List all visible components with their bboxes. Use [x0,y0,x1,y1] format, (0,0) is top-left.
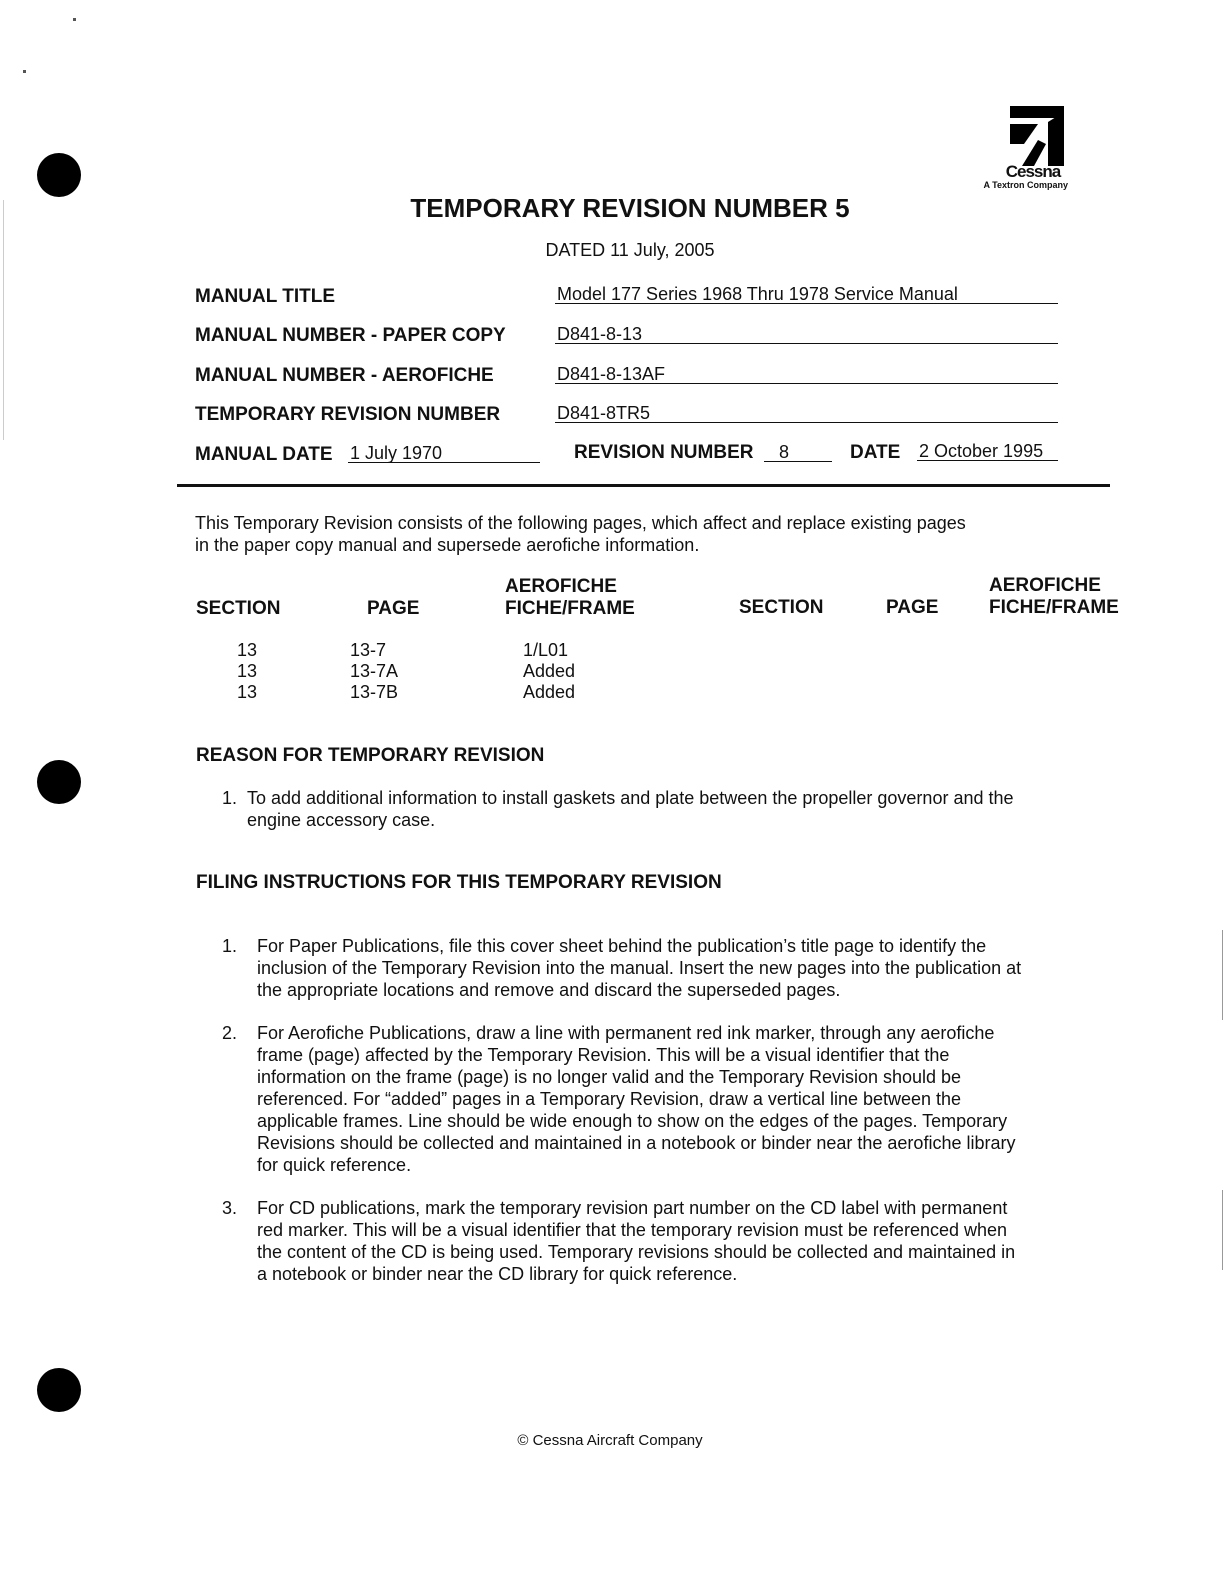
revision-number-label: REVISION NUMBER [574,442,754,463]
table-row [195,661,615,682]
cell-fiche: Added [523,682,576,702]
col-header-aerofiche [505,576,635,620]
filing-line: For Paper Publications, file this cover sheet behind the publication’s title page to identify the [257,936,987,956]
logo-tagline: A Textron Company [983,180,1068,190]
manual-title-underline [555,303,1058,304]
cell-page: 13-7 [350,640,387,660]
table-row [195,682,615,703]
paper-copy-underline [555,343,1058,344]
filing-line: For Aerofiche Publications, draw a line with permanent red ink marker, through any aerofiche [257,1023,995,1043]
filing-item-text [257,1022,1107,1176]
manual-title-value: Model 177 Series 1968 Thru 1978 Service Manual [557,284,958,304]
col-header-aerofiche-line: AEROFICHE [505,576,617,597]
filing-item-text [257,935,1107,1001]
filing-line: For CD publications, mark the temporary revision part number on the CD label with permanent [257,1198,1008,1218]
intro-line: This Temporary Revision consists of the following pages, which affect and replace existing pages [195,513,966,533]
scan-speck [73,18,76,21]
revision-number-value: 8 [779,442,790,462]
logo-brand: Cessna [1005,162,1061,181]
scan-speck [23,70,26,73]
col-header-section-right: SECTION [739,597,824,618]
cell-page: 13-7B [350,682,399,702]
aerofiche-label: MANUAL NUMBER - AEROFICHE [195,365,494,386]
manual-date-underline [348,462,540,463]
reason-item-text [247,787,1107,831]
cell-page: 13-7A [350,661,399,681]
intro-line: in the paper copy manual and supersede aerofiche information. [195,535,700,555]
reason-line: To add additional information to install gaskets and plate between the propeller governor and the [247,788,1014,808]
filing-line: red marker. This will be a visual identifier that the temporary revision must be referenced when [257,1220,1008,1240]
col-header-aerofiche-line: FICHE/FRAME [989,597,1119,618]
punch-hole-bottom [37,1368,81,1412]
header-rule [177,484,1110,487]
dated-line: DATED 11 July, 2005 [545,240,715,260]
intro-paragraph [195,512,1075,556]
revision-number-underline [764,461,832,462]
table-body [195,640,615,703]
cell-section: 13 [237,661,258,681]
cell-section: 13 [237,682,258,702]
punch-hole-middle [37,760,81,804]
punch-hole-top [37,153,81,197]
manual-date-label: MANUAL DATE [195,444,333,465]
paper-copy-value: D841-8-13 [557,324,643,344]
tr-number-label: TEMPORARY REVISION NUMBER [195,404,501,425]
cessna-logo [960,104,1070,190]
footer-copyright: © Cessna Aircraft Company [517,1432,703,1449]
col-header-aerofiche-line: AEROFICHE [989,575,1101,596]
paper-copy-label: MANUAL NUMBER - PAPER COPY [195,325,506,346]
table-row [195,640,615,661]
date-label: DATE [850,442,901,463]
cell-fiche: Added [523,661,576,681]
filing-line: inclusion of the Temporary Revision into the manual. Insert the new pages into the publication at [257,958,1022,978]
aerofiche-value: D841-8-13AF [557,364,666,384]
filing-item-number: 1. [222,936,238,956]
tr-number-value: D841-8TR5 [557,403,651,423]
filing-item-number: 2. [222,1023,238,1043]
reason-line: engine accessory case. [247,810,436,830]
filing-line: applicable frames. Line should be wide enough to show on the edges of the pages. Temporary [257,1111,1008,1131]
scan-speck [1222,1190,1223,1270]
filing-heading: FILING INSTRUCTIONS FOR THIS TEMPORARY REVISION [196,872,722,893]
filing-line: referenced. For “added” pages in a Temporary Revision, draw a vertical line between the [257,1089,962,1109]
filing-line: a notebook or binder near the CD library for quick reference. [257,1264,738,1284]
tr-number-underline [555,422,1058,423]
filing-line: information on the frame (page) is no longer valid and the Temporary Revision should be [257,1067,962,1087]
document-title: TEMPORARY REVISION NUMBER 5 [410,193,850,223]
col-header-aerofiche-line: FICHE/FRAME [505,598,635,619]
date-underline [917,460,1058,461]
cessna-emblem-icon [1008,104,1068,166]
filing-line: frame (page) affected by the Temporary Revision. This will be a visual identifier that the [257,1045,950,1065]
filing-item-text [257,1197,1107,1285]
filing-line: for quick reference. [257,1155,412,1175]
cell-section: 13 [237,640,258,660]
col-header-section: SECTION [196,598,281,619]
manual-date-value: 1 July 1970 [350,443,443,463]
filing-line: Revisions should be collected and maintained in a notebook or binder near the aerofiche library [257,1133,1016,1153]
filing-line: the appropriate locations and remove and discard the superseded pages. [257,980,841,1000]
aerofiche-underline [555,383,1058,384]
filing-item-number: 3. [222,1198,238,1218]
reason-item-number: 1. [222,788,238,808]
reason-heading: REASON FOR TEMPORARY REVISION [196,745,545,766]
col-header-page-right: PAGE [886,597,939,618]
scan-speck [1222,930,1223,1020]
filing-line: the content of the CD is being used. Temporary revisions should be collected and maintained in [257,1242,1016,1262]
col-header-aerofiche-right [989,575,1119,619]
date-value: 2 October 1995 [919,441,1044,461]
manual-title-label: MANUAL TITLE [195,286,336,307]
cell-fiche: 1/L01 [523,640,569,660]
col-header-page: PAGE [367,598,420,619]
scan-speck [3,200,4,440]
